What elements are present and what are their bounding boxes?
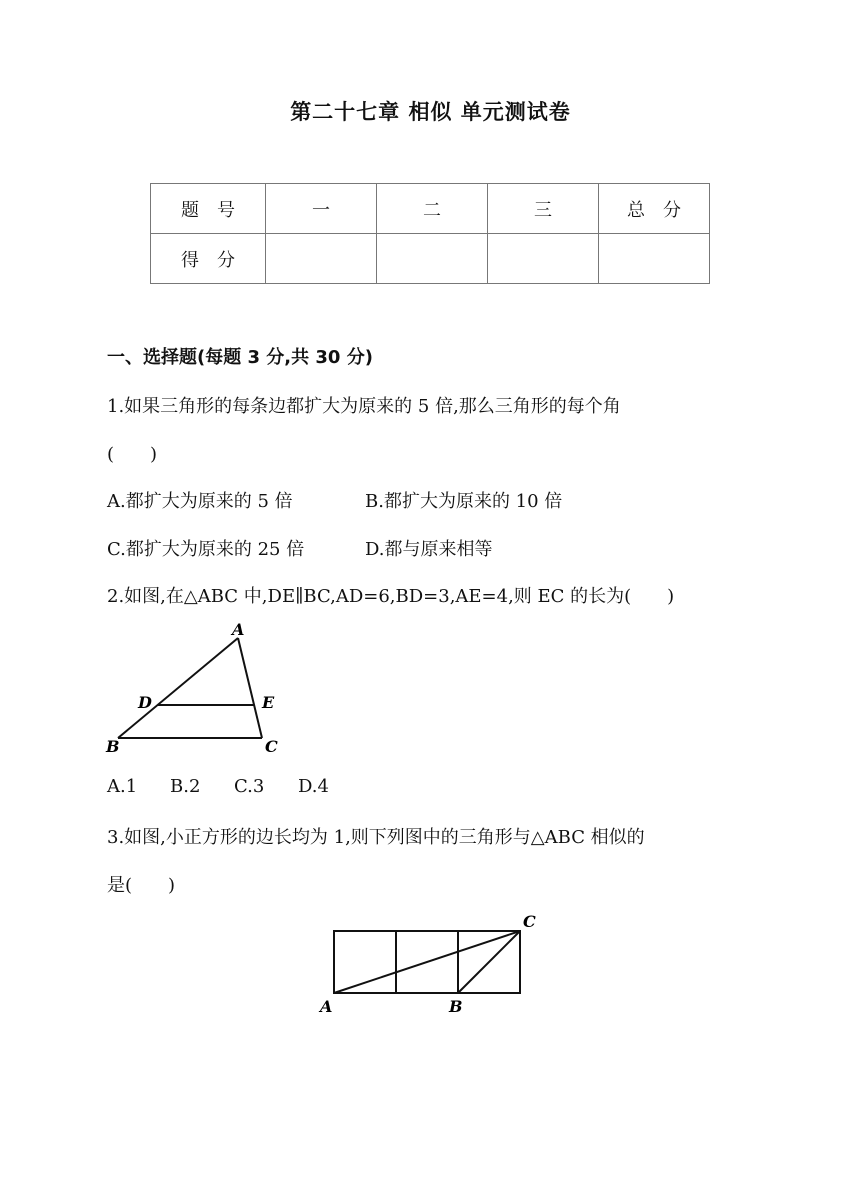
score-cell: 得 分	[151, 234, 266, 284]
q3-grid-figure	[318, 908, 548, 1020]
q1-option-c: C.都扩大为原来的 25 倍	[107, 539, 305, 560]
q1-option-d: D.都与原来相等	[365, 539, 493, 560]
score-cell: 一	[266, 184, 377, 234]
point-label-a: A	[232, 620, 245, 639]
score-table-header-row	[151, 184, 710, 234]
q1-option-b: B.都扩大为原来的 10 倍	[365, 491, 563, 512]
score-input-cell[interactable]	[266, 234, 377, 284]
q1-option-a: A.都扩大为原来的 5 倍	[107, 491, 293, 512]
score-table	[150, 183, 710, 284]
score-input-cell[interactable]	[377, 234, 488, 284]
score-table-score-row	[151, 234, 710, 284]
score-cell: 三	[488, 184, 599, 234]
segment-ab	[118, 638, 238, 738]
score-cell: 总 分	[599, 184, 710, 234]
q2-stem: 2.如图,在△ABC 中,DE∥BC,AD=6,BD=3,AE=4,则 EC 的长为( )	[107, 586, 675, 607]
q1-stem: 1.如果三角形的每条边都扩大为原来的 5 倍,那么三角形的每个角	[107, 396, 621, 417]
point-label-c: C	[265, 737, 278, 756]
point-label-c: C	[523, 912, 536, 931]
q3-stem: 3.如图,小正方形的边长均为 1,则下列图中的三角形与△ABC 相似的	[107, 827, 645, 848]
point-label-e: E	[262, 693, 275, 712]
q2-option-a: A.1	[107, 776, 138, 797]
score-cell: 二	[377, 184, 488, 234]
score-input-cell[interactable]	[599, 234, 710, 284]
q2-option-c: C.3	[234, 776, 265, 797]
point-label-d: D	[138, 693, 152, 712]
page-title: 第二十七章 相似 单元测试卷	[290, 100, 571, 124]
point-label-b: B	[449, 997, 463, 1016]
score-cell: 题 号	[151, 184, 266, 234]
point-label-b: B	[106, 737, 120, 756]
point-label-a: A	[320, 997, 333, 1016]
q2-triangle-figure	[100, 618, 290, 758]
section-title: 一、选择题(每题 3 分,共 30 分)	[107, 347, 373, 368]
q3-stem-continued: 是( )	[107, 875, 176, 896]
q2-option-b: B.2	[170, 776, 201, 797]
q1-blank: ( )	[107, 444, 158, 465]
segment-ac	[334, 931, 520, 993]
q2-option-d: D.4	[298, 776, 329, 797]
score-input-cell[interactable]	[488, 234, 599, 284]
segment-ac	[238, 638, 262, 738]
